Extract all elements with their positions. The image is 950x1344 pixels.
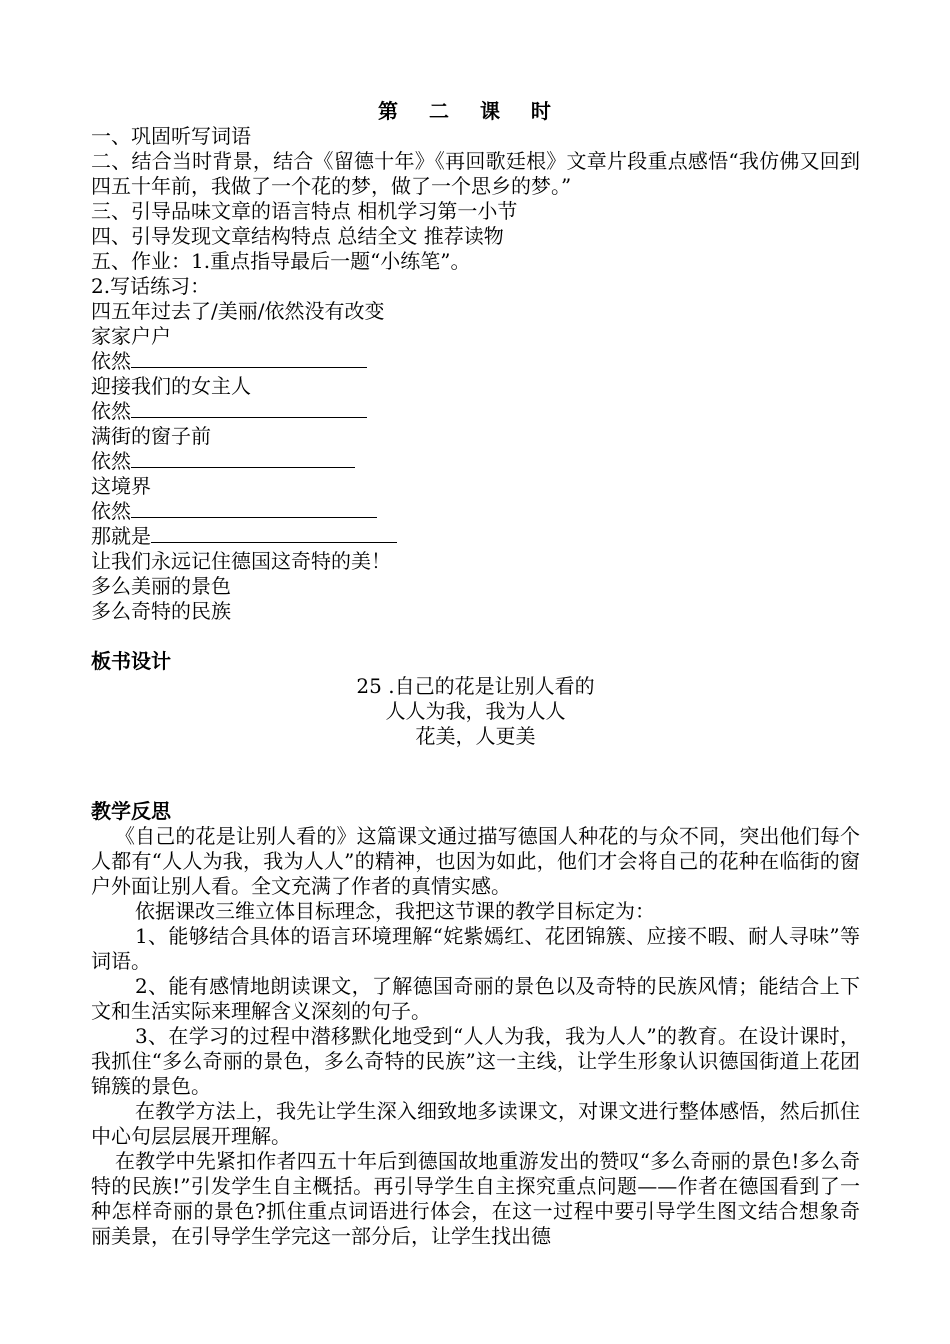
- writing-line: 多么美丽的景色: [91, 574, 231, 598]
- step-item: 三、引导品味文章的语言特点 相机学习第一小节: [91, 199, 518, 223]
- writing-fill-line: [91, 499, 860, 524]
- writing-line: 这境界: [91, 474, 151, 498]
- writing-line: 让我们永远记住德国这奇特的美！: [91, 549, 391, 573]
- writing-line: 迎接我们的女主人: [91, 374, 251, 398]
- reflection-paragraph: 在教学方法上，我先让学生深入细致地多读课文，对课文进行整体感悟，然后抓住中心句层层展开理解。: [91, 1099, 860, 1148]
- spacer: [91, 624, 860, 649]
- board-line: 花美，人更美: [415, 724, 536, 748]
- reflection-paragraph: 依据课改三维立体目标理念，我把这节课的教学目标定为：: [135, 899, 655, 923]
- reflection-paragraph: 《自己的花是让别人看的》这篇课文通过描写德国人种花的与众不同，突出他们每个人都有“人人为我，我为人人”的精神，也因为如此，他们才会将自己的花种在临街的窗户外面让别人看。全文充满了作者的真情实感。: [91, 824, 860, 898]
- fill-in-blank: [131, 499, 377, 518]
- fill-in-blank: [131, 349, 367, 368]
- board-line: 25 .自己的花是让别人看的: [356, 674, 595, 698]
- writing-fill-line: [91, 524, 860, 549]
- writing-line-prefix: 依然: [91, 499, 131, 523]
- reflection-heading: 教学反思: [91, 799, 171, 823]
- step-item: 一、巩固听写词语: [91, 124, 251, 148]
- step-item: 二、结合当时背景，结合《留德十年》《再回歌廷根》文章片段重点感悟“我仿佛又回到四五十年前，我做了一个花的梦，做了一个思乡的梦。”: [91, 149, 860, 198]
- step-item: 四、引导发现文章结构特点 总结全文 推荐读物: [91, 224, 504, 248]
- writing-line: 多么奇特的民族: [91, 599, 231, 623]
- writing-fill-line: [91, 449, 860, 474]
- fill-in-blank: [131, 399, 367, 418]
- writing-line-prefix: 依然: [91, 449, 131, 473]
- fill-in-blank: [131, 449, 355, 468]
- writing-fill-line: [91, 399, 860, 424]
- writing-line: 四五年过去了/美丽/依然没有改变: [91, 299, 385, 323]
- writing-line-prefix: 那就是: [91, 524, 151, 548]
- writing-line: 家家户户: [91, 324, 171, 348]
- board-design-heading: 板书设计: [91, 649, 171, 673]
- writing-line-prefix: 依然: [91, 399, 131, 423]
- spacer: [91, 749, 860, 774]
- reflection-paragraph: 3、在学习的过程中潜移默化地受到“人人为我，我为人人”的教育。在设计课时，我抓住“多么奇丽的景色，多么奇特的民族”这一主线，让学生形象认识德国街道上花团锦簇的景色。: [91, 1024, 860, 1098]
- board-line: 人人为我，我为人人: [385, 699, 566, 723]
- reflection-paragraph: 2、能有感情地朗读课文，了解德国奇丽的景色以及奇特的民族风情；能结合上下文和生活实际来理解含义深刻的句子。: [91, 974, 860, 1023]
- writing-line: 满街的窗子前: [91, 424, 211, 448]
- fill-in-blank: [151, 524, 397, 543]
- reflection-paragraph: 1、能够结合具体的语言环境理解“姹紫嫣红、花团锦簇、应接不暇、耐人寻味”等词语。: [91, 924, 860, 973]
- step-item: 五、作业：1.重点指导最后一题“小练笔”。: [91, 249, 471, 273]
- writing-fill-line: [91, 349, 860, 374]
- writing-practice-label: 2.写话练习：: [91, 274, 211, 298]
- reflection-paragraph: 在教学中先紧扣作者四五十年后到德国故地重游发出的赞叹“多么奇丽的景色!多么奇特的民族!”引发学生自主概括。再引导学生自主探究重点问题——作者在德国看到了一种怎样奇丽的景色?抓住重点词语进行体会，在这一过程中要引导学生图文结合想象奇丽美景，在引导学生学完这一部分后，让学生找出德: [91, 1149, 860, 1248]
- spacer: [91, 774, 860, 799]
- writing-line-prefix: 依然: [91, 349, 131, 373]
- page-title: 第 二 课 时: [378, 99, 563, 123]
